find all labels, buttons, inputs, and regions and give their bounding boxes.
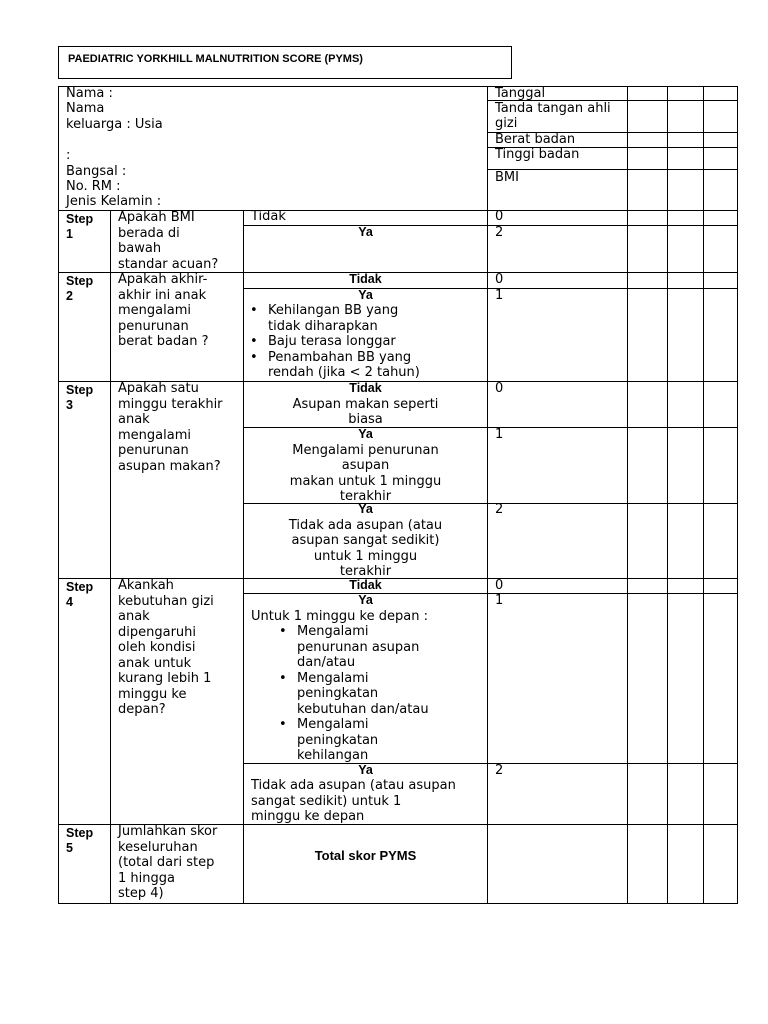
step-1-tidak-score: 0: [495, 209, 504, 224]
step-4-question: Akankah kebutuhan gizi anak dipengaruhi oleh kondisi anak untuk kurang lebih 1 minggu ke depan?: [118, 578, 214, 717]
step-3-ya-2-score: 2: [495, 502, 504, 517]
tanda-tangan-label-2: gizi: [495, 116, 518, 131]
step-4-ya-criteria: [275, 624, 429, 764]
step-5-question: Jumlahkan skor keseluruhan (total dari step 1 hingga step 4): [118, 824, 218, 901]
row-divider: [487, 169, 738, 170]
step-3-question: Apakah satu minggu terakhir anak mengalami penurunan asupan makan?: [118, 381, 223, 474]
step-1-question: Apakah BMI berada di bawah standar acuan?: [118, 210, 219, 272]
pyms-form-table: [58, 86, 738, 904]
berat-badan-label: Berat badan: [495, 132, 576, 147]
table-border-right: [737, 86, 738, 904]
patient-bangsal-label: Bangsal :: [66, 164, 127, 179]
step-2-ya: Ya: [358, 288, 373, 302]
step-column-divider: [110, 210, 111, 904]
list-item: • Mengalami peningkatan kebutuhan dan/atau: [275, 671, 429, 718]
step-4-label: Step 4: [66, 580, 94, 609]
table-border-top: [58, 86, 738, 87]
step-2-ya-criteria: [246, 303, 420, 381]
step-4-ya-2-score: 2: [495, 763, 504, 778]
step-3-ya-2: Ya Tidak ada asupan (atau asupan sangat sedikit) untuk 1 minggu terakhir: [288, 502, 443, 579]
step-1-tidak: Tidak: [251, 209, 286, 224]
table-border-bottom: [58, 903, 738, 904]
step-1-label: Step 1: [66, 212, 94, 241]
visit-column-divider-1: [627, 86, 628, 904]
step-2-ya-score: 1: [495, 288, 504, 303]
step-4-tidak: Tidak: [349, 578, 382, 592]
patient-jenis-kelamin-label: Jenis Kelamin :: [66, 194, 162, 209]
tanda-tangan-label: Tanda tangan ahli: [495, 101, 611, 116]
step-4-ya-2: Ya: [358, 763, 373, 777]
step-2-label: Step 2: [66, 274, 94, 303]
list-item: • Penambahan BB yang rendah (jika < 2 tahun): [246, 350, 420, 381]
total-score-label: Total skor PYMS: [314, 848, 417, 863]
step-1-ya: Ya: [358, 225, 373, 239]
step-3-label: Step 3: [66, 383, 94, 412]
form-title: PAEDIATRIC YORKHILL MALNUTRITION SCORE (PYMS): [58, 46, 512, 79]
score-column-divider: [487, 86, 488, 904]
list-item: • Kehilangan BB yang tidak diharapkan: [246, 303, 420, 334]
tanggal-label: Tanggal: [495, 86, 546, 101]
step-2-tidak: Tidak: [349, 272, 382, 286]
step-4-ya-1-score: 1: [495, 593, 504, 608]
step-2-tidak-score: 0: [495, 272, 504, 287]
patient-nama-label: Nama :: [66, 86, 113, 101]
table-border-left: [58, 86, 59, 904]
visit-column-divider-3: [703, 86, 704, 904]
list-item: • Mengalami penurunan asupan dan/atau: [275, 624, 429, 671]
step-4-ya-2-text: Tidak ada asupan (atau asupan sangat sedikit) untuk 1 minggu ke depan: [251, 778, 456, 824]
list-item: • Mengalami peningkatan kehilangan: [275, 717, 429, 764]
step-5-label: Step 5: [66, 826, 94, 855]
step-3-ya-1: Ya Mengalami penurunan asupan makan untuk 1 minggu terakhir: [289, 427, 442, 504]
list-item: • Baju terasa longgar: [246, 334, 420, 350]
tinggi-badan-label: Tinggi badan: [495, 147, 580, 162]
patient-usia-label: keluarga : Usia: [66, 117, 163, 132]
step-3-ya-1-score: 1: [495, 427, 504, 442]
step-3-tidak-score: 0: [495, 381, 504, 396]
step-4-ya-1: Ya: [358, 593, 373, 607]
bmi-label: BMI: [495, 170, 519, 185]
patient-nama-keluarga-label: Nama: [66, 101, 105, 116]
patient-usia-colon: :: [66, 148, 71, 163]
visit-column-divider-2: [667, 86, 668, 904]
step-3-tidak: Tidak Asupan makan seperti biasa: [292, 381, 439, 427]
patient-no-rm-label: No. RM :: [66, 179, 121, 194]
step-4-ya-intro: Untuk 1 minggu ke depan :: [251, 609, 428, 624]
step-1-ya-score: 2: [495, 225, 504, 240]
step-2-question: Apakah akhir- akhir ini anak mengalami penurunan berat badan ?: [118, 272, 209, 349]
step-4-tidak-score: 0: [495, 578, 504, 593]
